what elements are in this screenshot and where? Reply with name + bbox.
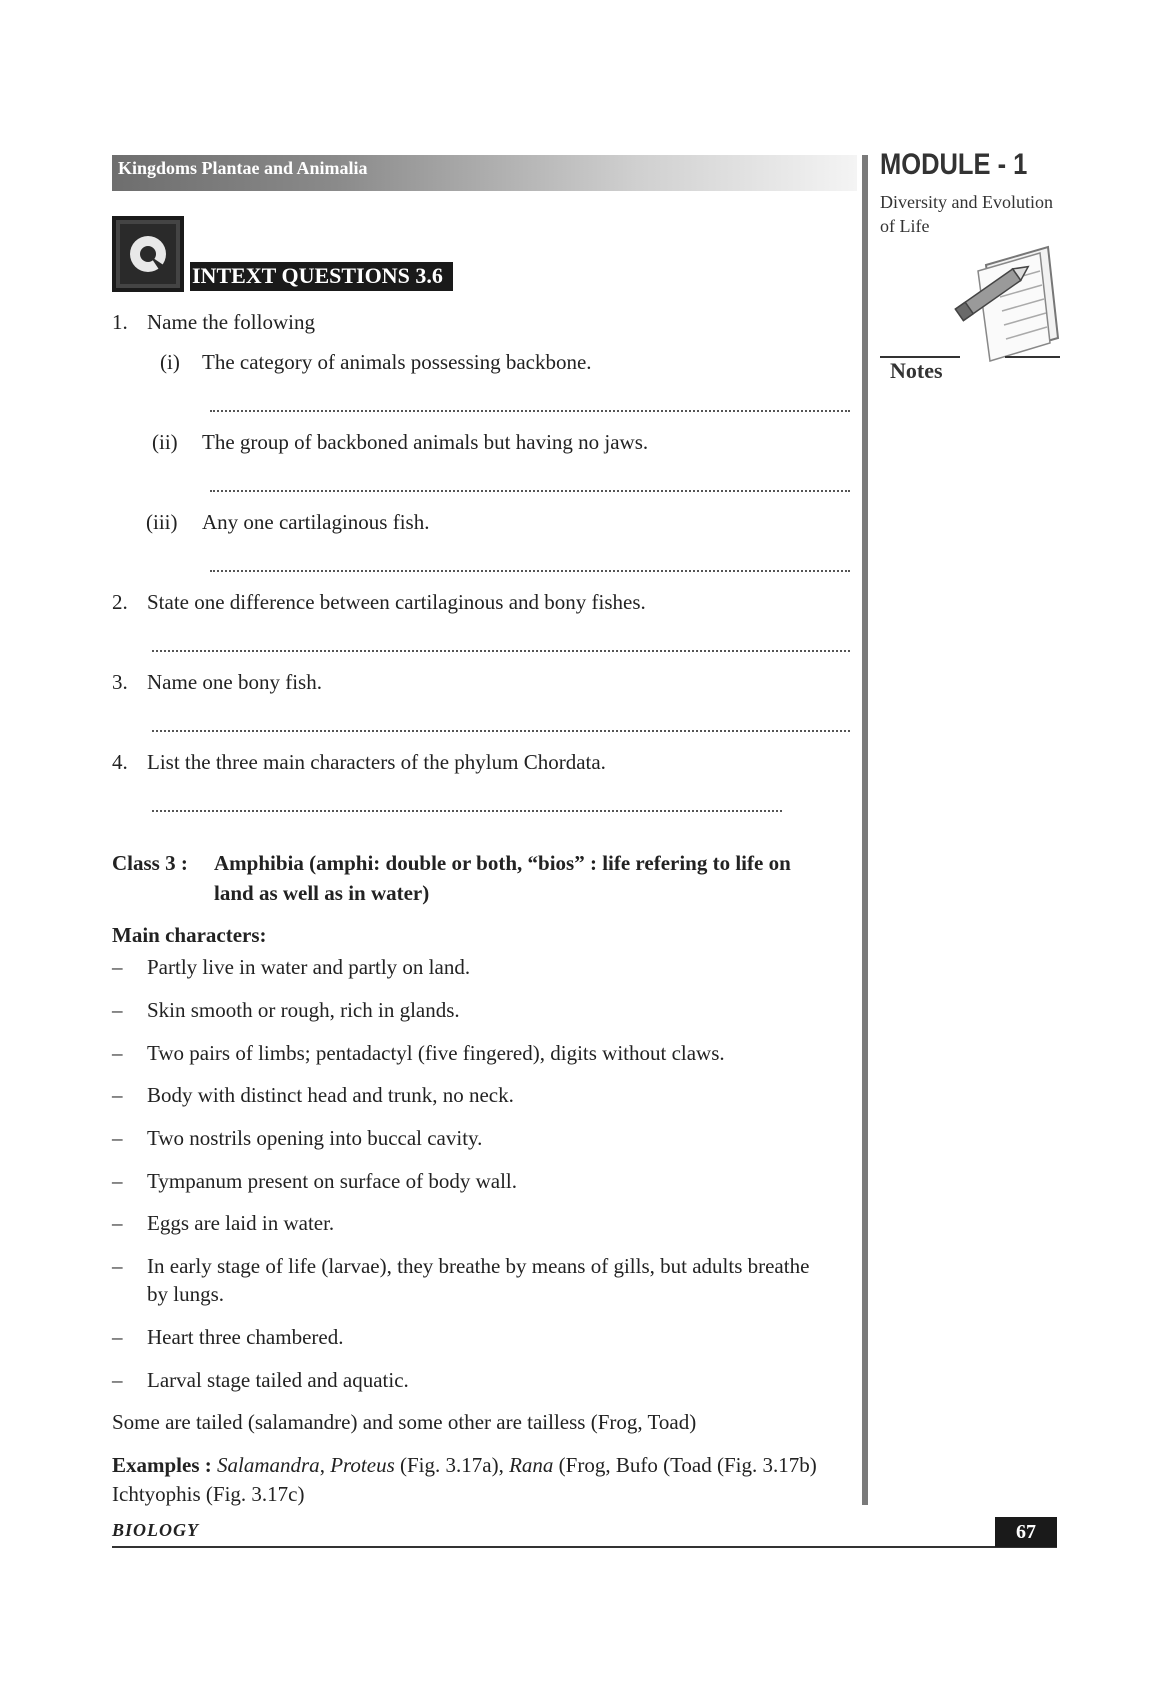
page-number: 67 bbox=[995, 1517, 1057, 1547]
list-item: Partly live in water and partly on land. bbox=[147, 955, 471, 979]
tailed-note: Some are tailed (salamandre) and some other are tailless (Frog, Toad) bbox=[112, 1410, 697, 1434]
dash-marker: – bbox=[112, 1126, 123, 1150]
q1-i-text: The category of animals possessing backbone. bbox=[202, 350, 592, 374]
dash-marker: – bbox=[112, 1211, 123, 1235]
class-heading-line1: Amphibia (amphi: double or both, “bios” : life refering to life on bbox=[214, 851, 791, 875]
list-item: Larval stage tailed and aquatic. bbox=[147, 1368, 409, 1392]
answer-line-q1-ii[interactable] bbox=[210, 490, 850, 492]
q2-text: State one difference between cartilaginous and bony fishes. bbox=[147, 590, 646, 614]
q1-ii-text: The group of backboned animals but having no jaws. bbox=[202, 430, 649, 454]
list-item: Eggs are laid in water. bbox=[147, 1211, 335, 1235]
examples-line2: Ichtyophis (Fig. 3.17c) bbox=[112, 1482, 305, 1506]
answer-line-q4[interactable] bbox=[152, 810, 782, 812]
q4-text: List the three main characters of the phylum Chordata. bbox=[147, 750, 606, 774]
dash-marker: – bbox=[112, 1254, 123, 1278]
list-item: Skin smooth or rough, rich in glands. bbox=[147, 998, 460, 1022]
module-title: MODULE - 1 bbox=[880, 148, 1028, 181]
answer-line-q1-i[interactable] bbox=[210, 410, 850, 412]
q1-ii-number: (ii) bbox=[152, 430, 178, 454]
margin-divider bbox=[862, 155, 868, 1505]
dash-marker: – bbox=[112, 1041, 123, 1065]
example-rana: Rana bbox=[509, 1453, 554, 1477]
q3-number: 3. bbox=[112, 670, 128, 694]
example-fig-a: (Fig. 3.17a), bbox=[400, 1453, 504, 1477]
main-characters-heading: Main characters: bbox=[112, 923, 267, 947]
question-icon bbox=[112, 216, 184, 292]
examples-label: Examples : bbox=[112, 1453, 212, 1477]
class-heading-line2: land as well as in water) bbox=[214, 881, 430, 905]
dash-marker: – bbox=[112, 1169, 123, 1193]
answer-line-q2[interactable] bbox=[152, 650, 850, 652]
list-item: Tympanum present on surface of body wall. bbox=[147, 1169, 518, 1193]
q1-i-number: (i) bbox=[160, 350, 180, 374]
example-comma: , bbox=[319, 1453, 325, 1477]
class-label: Class 3 : bbox=[112, 851, 188, 875]
list-item: Heart three chambered. bbox=[147, 1325, 344, 1349]
list-item: Two pairs of limbs; pentadactyl (five fingered), digits without claws. bbox=[147, 1041, 725, 1065]
module-subtitle-line2: of Life bbox=[880, 216, 930, 236]
q3-text: Name one bony fish. bbox=[147, 670, 322, 694]
q1-text: Name the following bbox=[147, 310, 315, 334]
footer-subject: BIOLOGY bbox=[112, 1520, 199, 1540]
example-rest: (Frog, Bufo (Toad (Fig. 3.17b) bbox=[558, 1453, 817, 1477]
intext-questions-title: INTEXT QUESTIONS 3.6 bbox=[190, 262, 453, 291]
q1-iii-text: Any one cartilaginous fish. bbox=[202, 510, 430, 534]
notes-pencil-icon bbox=[948, 243, 1060, 363]
answer-line-q1-iii[interactable] bbox=[210, 570, 850, 572]
list-item: In early stage of life (larvae), they breathe by means of gills, but adults breathe bbox=[147, 1254, 810, 1278]
dash-marker: – bbox=[112, 1368, 123, 1392]
example-salamandra: Salamandra bbox=[217, 1453, 320, 1477]
dash-marker: – bbox=[112, 1083, 123, 1107]
dash-marker: – bbox=[112, 1325, 123, 1349]
list-item: Two nostrils opening into buccal cavity. bbox=[147, 1126, 483, 1150]
example-proteus: Proteus bbox=[330, 1453, 395, 1477]
list-item-continuation: by lungs. bbox=[147, 1282, 225, 1306]
chapter-title: Kingdoms Plantae and Animalia bbox=[118, 158, 368, 178]
examples-line1 bbox=[112, 1451, 817, 1479]
footer-rule bbox=[112, 1546, 1057, 1548]
dash-marker: – bbox=[112, 998, 123, 1022]
module-subtitle-line1: Diversity and Evolution bbox=[880, 192, 1053, 212]
notes-label: Notes bbox=[890, 358, 943, 383]
dash-marker: – bbox=[112, 955, 123, 979]
q2-number: 2. bbox=[112, 590, 128, 614]
q1-number: 1. bbox=[112, 310, 128, 334]
q4-number: 4. bbox=[112, 750, 128, 774]
notes-rule-right bbox=[1005, 356, 1060, 358]
answer-line-q3[interactable] bbox=[152, 730, 850, 732]
q1-iii-number: (iii) bbox=[146, 510, 178, 534]
list-item: Body with distinct head and trunk, no neck. bbox=[147, 1083, 514, 1107]
module-subtitle bbox=[880, 190, 1070, 238]
